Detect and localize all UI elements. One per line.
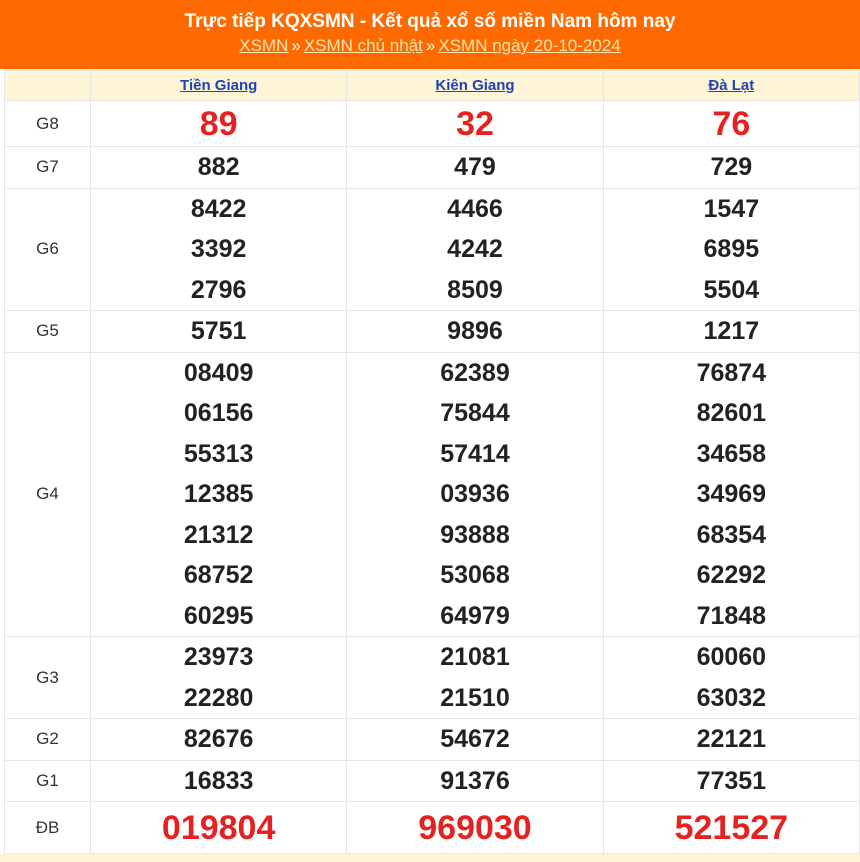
prize-cell [347, 188, 603, 311]
winning-number: 34969 [696, 480, 767, 508]
province-header-row [5, 70, 860, 101]
winning-number: 60295 [183, 601, 254, 630]
prize-row [5, 188, 860, 311]
prize-cell [603, 802, 859, 854]
prize-cell [347, 802, 603, 854]
province-header-da-lat [603, 70, 859, 101]
prize-cell [91, 719, 347, 761]
prize-label: G2 [5, 719, 91, 761]
prize-row [5, 719, 860, 761]
winning-number: 71848 [696, 601, 767, 630]
winning-number: 21510 [440, 683, 510, 712]
winning-number: 1217 [703, 317, 760, 345]
winning-number: 22280 [183, 683, 254, 712]
winning-number: 60060 [696, 643, 767, 671]
winning-number: 08409 [183, 358, 254, 387]
province-link-tien-giang[interactable]: Tiền Giang [180, 76, 258, 94]
prize-label: G3 [5, 637, 91, 719]
winning-number: 12385 [183, 480, 254, 508]
prize-cell [603, 637, 859, 719]
prize-cell [91, 760, 347, 802]
prize-cell [91, 311, 347, 353]
prize-cell [347, 311, 603, 353]
prize-cell [347, 637, 603, 719]
winning-number: 521527 [674, 808, 789, 847]
prize-label: G7 [5, 147, 91, 189]
prize-cell [91, 637, 347, 719]
winning-number: 8509 [447, 275, 503, 304]
prize-cell [603, 311, 859, 353]
winning-number: 89 [199, 104, 238, 143]
prize-row [5, 147, 860, 189]
winning-number: 8422 [190, 194, 247, 223]
prize-cell [91, 147, 347, 189]
winning-number: 4466 [447, 194, 503, 223]
prize-label: G1 [5, 760, 91, 802]
prize-cell [603, 101, 859, 147]
page-title: Trực tiếp KQXSMN - Kết quả xổ số miền Nam hôm nay [184, 11, 676, 32]
results-table [4, 69, 860, 854]
winning-number: 21312 [183, 520, 254, 549]
results-body [5, 101, 860, 854]
prize-cell [91, 352, 347, 637]
corner-cell [5, 70, 91, 101]
winning-number: 9896 [447, 317, 503, 345]
winning-number: 3392 [190, 235, 247, 263]
prize-cell [347, 760, 603, 802]
winning-number: 2796 [190, 275, 247, 304]
prize-cell [91, 101, 347, 147]
winning-number: 53068 [440, 561, 510, 589]
winning-number: 63032 [696, 683, 767, 712]
winning-number: 21081 [440, 643, 510, 671]
winning-number: 76874 [696, 358, 767, 387]
winning-number: 64979 [440, 601, 510, 630]
winning-number: 76 [712, 104, 751, 143]
winning-number: 62292 [696, 561, 767, 589]
winning-number: 23973 [183, 643, 254, 671]
prize-cell [347, 101, 603, 147]
breadcrumb-sunday-link[interactable]: XSMN chủ nhật [303, 36, 423, 55]
province-header-kien-giang [347, 70, 603, 101]
province-link-da-lat[interactable]: Đà Lạt [708, 76, 755, 94]
winning-number: 5751 [190, 317, 247, 345]
prize-cell [347, 147, 603, 189]
prize-cell [603, 352, 859, 637]
winning-number: 93888 [440, 520, 510, 549]
winning-number: 969030 [418, 808, 532, 847]
winning-number: 479 [454, 153, 496, 181]
breadcrumb-separator: » [425, 36, 436, 55]
winning-number: 5504 [703, 275, 760, 304]
prize-label: G5 [5, 311, 91, 353]
prize-cell [347, 719, 603, 761]
winning-number: 77351 [696, 766, 767, 795]
prize-cell [603, 760, 859, 802]
prize-label: G4 [5, 352, 91, 637]
bottom-strip [0, 854, 860, 862]
prize-row [5, 802, 860, 854]
winning-number: 06156 [183, 399, 254, 427]
winning-number: 4242 [447, 235, 503, 263]
winning-number: 82676 [183, 725, 254, 753]
prize-row [5, 311, 860, 353]
winning-number: 57414 [440, 439, 510, 468]
winning-number: 55313 [183, 439, 254, 468]
prize-cell [347, 352, 603, 637]
prize-cell [603, 719, 859, 761]
prize-cell [603, 147, 859, 189]
province-link-kien-giang[interactable]: Kiên Giang [435, 76, 515, 94]
winning-number: 68752 [183, 561, 254, 589]
winning-number: 32 [456, 104, 494, 143]
prize-cell [603, 188, 859, 311]
page-header [0, 0, 860, 69]
winning-number: 91376 [440, 766, 510, 795]
prize-cell [91, 802, 347, 854]
winning-number: 22121 [696, 725, 767, 753]
winning-number: 16833 [183, 766, 254, 795]
winning-number: 729 [710, 153, 753, 181]
winning-number: 019804 [161, 808, 276, 847]
prize-label: G8 [5, 101, 91, 147]
winning-number: 75844 [440, 399, 510, 427]
winning-number: 882 [197, 153, 240, 181]
winning-number: 03936 [440, 480, 510, 508]
prize-row [5, 637, 860, 719]
breadcrumb-date-link[interactable]: XSMN ngày 20-10-2024 [438, 36, 621, 55]
winning-number: 34658 [696, 439, 767, 468]
breadcrumb-separator: » [291, 36, 301, 55]
province-header-tien-giang [91, 70, 347, 101]
prize-row [5, 352, 860, 637]
breadcrumb [0, 36, 860, 56]
winning-number: 62389 [440, 358, 510, 387]
prize-cell [91, 188, 347, 311]
winning-number: 68354 [696, 520, 767, 549]
prize-row [5, 760, 860, 802]
prize-label: G6 [5, 188, 91, 311]
prize-label: ĐB [5, 802, 91, 854]
winning-number: 54672 [440, 725, 510, 753]
winning-number: 6895 [703, 235, 760, 263]
winning-number: 82601 [696, 399, 767, 427]
prize-row [5, 101, 860, 147]
breadcrumb-xsmn-link[interactable]: XSMN [239, 36, 289, 55]
winning-number: 1547 [703, 194, 760, 223]
